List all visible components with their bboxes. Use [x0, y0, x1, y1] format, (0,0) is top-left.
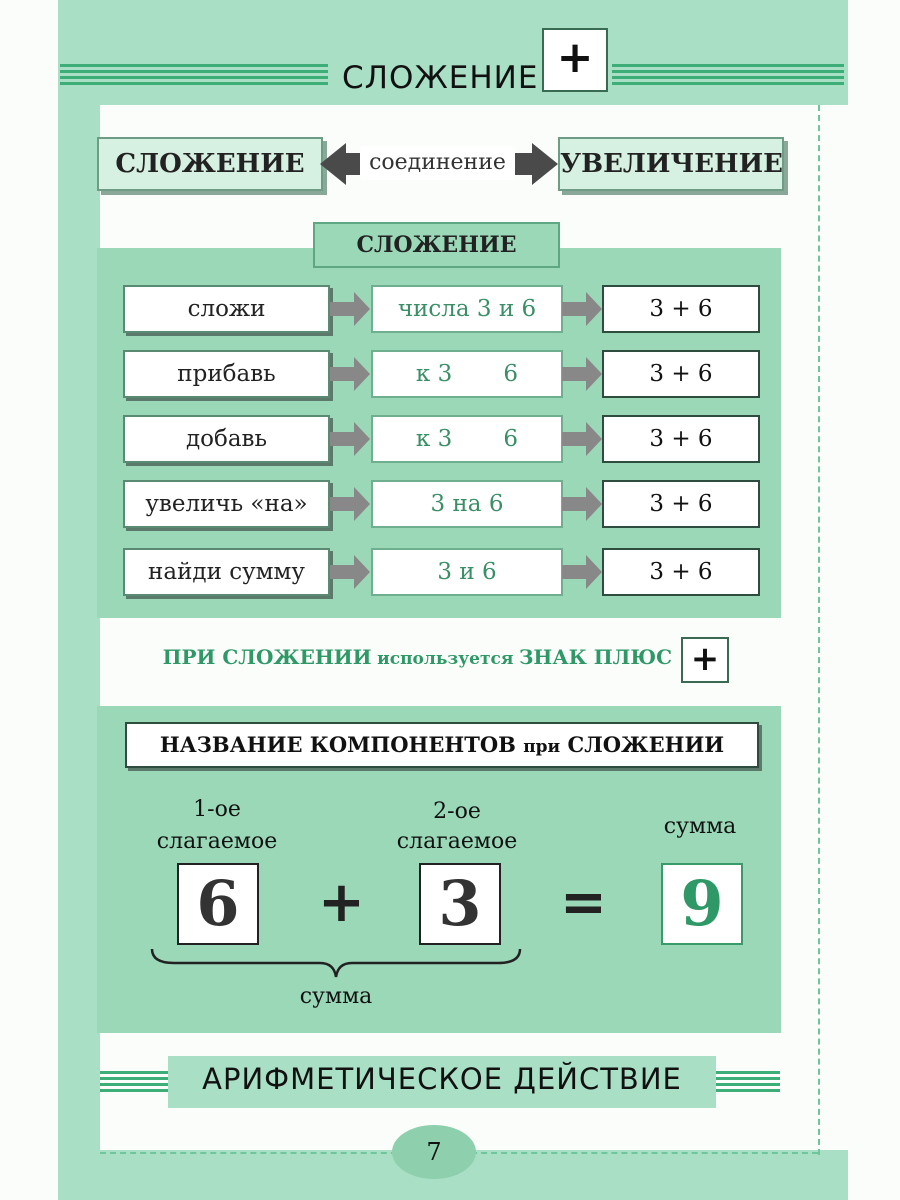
components-title-part3: СЛОЖЕНИИ	[567, 732, 725, 757]
plus-note-part2: используется	[377, 649, 514, 669]
arrow-right-icon	[562, 357, 602, 391]
expression-cell: 3 + 6	[602, 285, 760, 333]
verb-cell: сложи	[123, 285, 330, 333]
addend1-label-line1: 1-ое	[193, 797, 241, 822]
expression-cell: 3 + 6	[602, 350, 760, 398]
object-cell: 3 и 6	[371, 548, 563, 596]
components-title	[125, 722, 759, 768]
page-number: 7	[392, 1125, 476, 1179]
addend2-value: 3	[419, 863, 501, 945]
equals-operator: =	[560, 870, 607, 935]
page-title: СЛОЖЕНИЕ	[342, 60, 539, 96]
addition-verbs-title: СЛОЖЕНИЕ	[313, 222, 560, 268]
expression-cell: 3 + 6	[602, 548, 760, 596]
object-cell: 3 на 6	[371, 480, 563, 528]
arrow-right-icon	[562, 422, 602, 456]
components-title-part1: НАЗВАНИЕ КОМПОНЕНТОВ	[159, 732, 516, 757]
plus-sign-icon: +	[681, 637, 729, 683]
relation-right-tag: УВЕЛИЧЕНИЕ	[558, 137, 784, 191]
verb-cell: прибавь	[123, 350, 330, 398]
arrow-right-icon	[330, 555, 370, 589]
components-title-part2: при	[523, 737, 561, 757]
page-frame-left	[58, 0, 100, 1200]
sum-label: сумма	[663, 814, 737, 839]
expression-cell: 3 + 6	[602, 480, 760, 528]
footer-stripes-right	[716, 1071, 780, 1093]
expression-cell: 3 + 6	[602, 415, 760, 463]
footer-title: АРИФМЕТИЧЕСКОЕ ДЕЙСТВИЕ	[202, 1062, 682, 1096]
addend2-label-line1: 2-ое	[433, 799, 481, 824]
dashed-border-right	[818, 105, 820, 1155]
addend1-value: 6	[177, 863, 259, 945]
arrow-right-icon	[330, 487, 370, 521]
verb-cell: увеличь «на»	[123, 480, 330, 528]
arrow-right-icon	[330, 422, 370, 456]
arrow-right-icon	[562, 292, 602, 326]
verb-cell: добавь	[123, 415, 330, 463]
relation-arrow-label: соединение	[360, 146, 515, 180]
plus-sign-icon: +	[542, 28, 608, 92]
plus-note-part1: ПРИ СЛОЖЕНИИ	[162, 645, 372, 669]
arrow-right-icon	[330, 292, 370, 326]
plus-note-part3: ЗНАК ПЛЮС	[519, 645, 672, 669]
curly-brace-icon	[150, 945, 522, 981]
plus-sign-note	[152, 645, 672, 675]
arrow-right-icon	[562, 487, 602, 521]
plus-operator: +	[318, 870, 365, 935]
arrow-right-icon	[330, 357, 370, 391]
sum-value: 9	[661, 863, 743, 945]
addend1-label-line2: слагаемое	[156, 829, 278, 854]
object-cell: к 3 6	[371, 415, 563, 463]
object-cell: числа 3 и 6	[371, 285, 563, 333]
header-stripes-right	[612, 64, 844, 86]
header-stripes-left	[60, 64, 328, 86]
object-cell: к 3 6	[371, 350, 563, 398]
brace-sum-label: сумма	[299, 984, 373, 1009]
verb-cell: найди сумму	[123, 548, 330, 596]
footer-stripes-left	[100, 1071, 168, 1093]
arrow-right-icon	[562, 555, 602, 589]
relation-left-tag: СЛОЖЕНИЕ	[97, 137, 323, 191]
addend2-label-line2: слагаемое	[396, 829, 518, 854]
